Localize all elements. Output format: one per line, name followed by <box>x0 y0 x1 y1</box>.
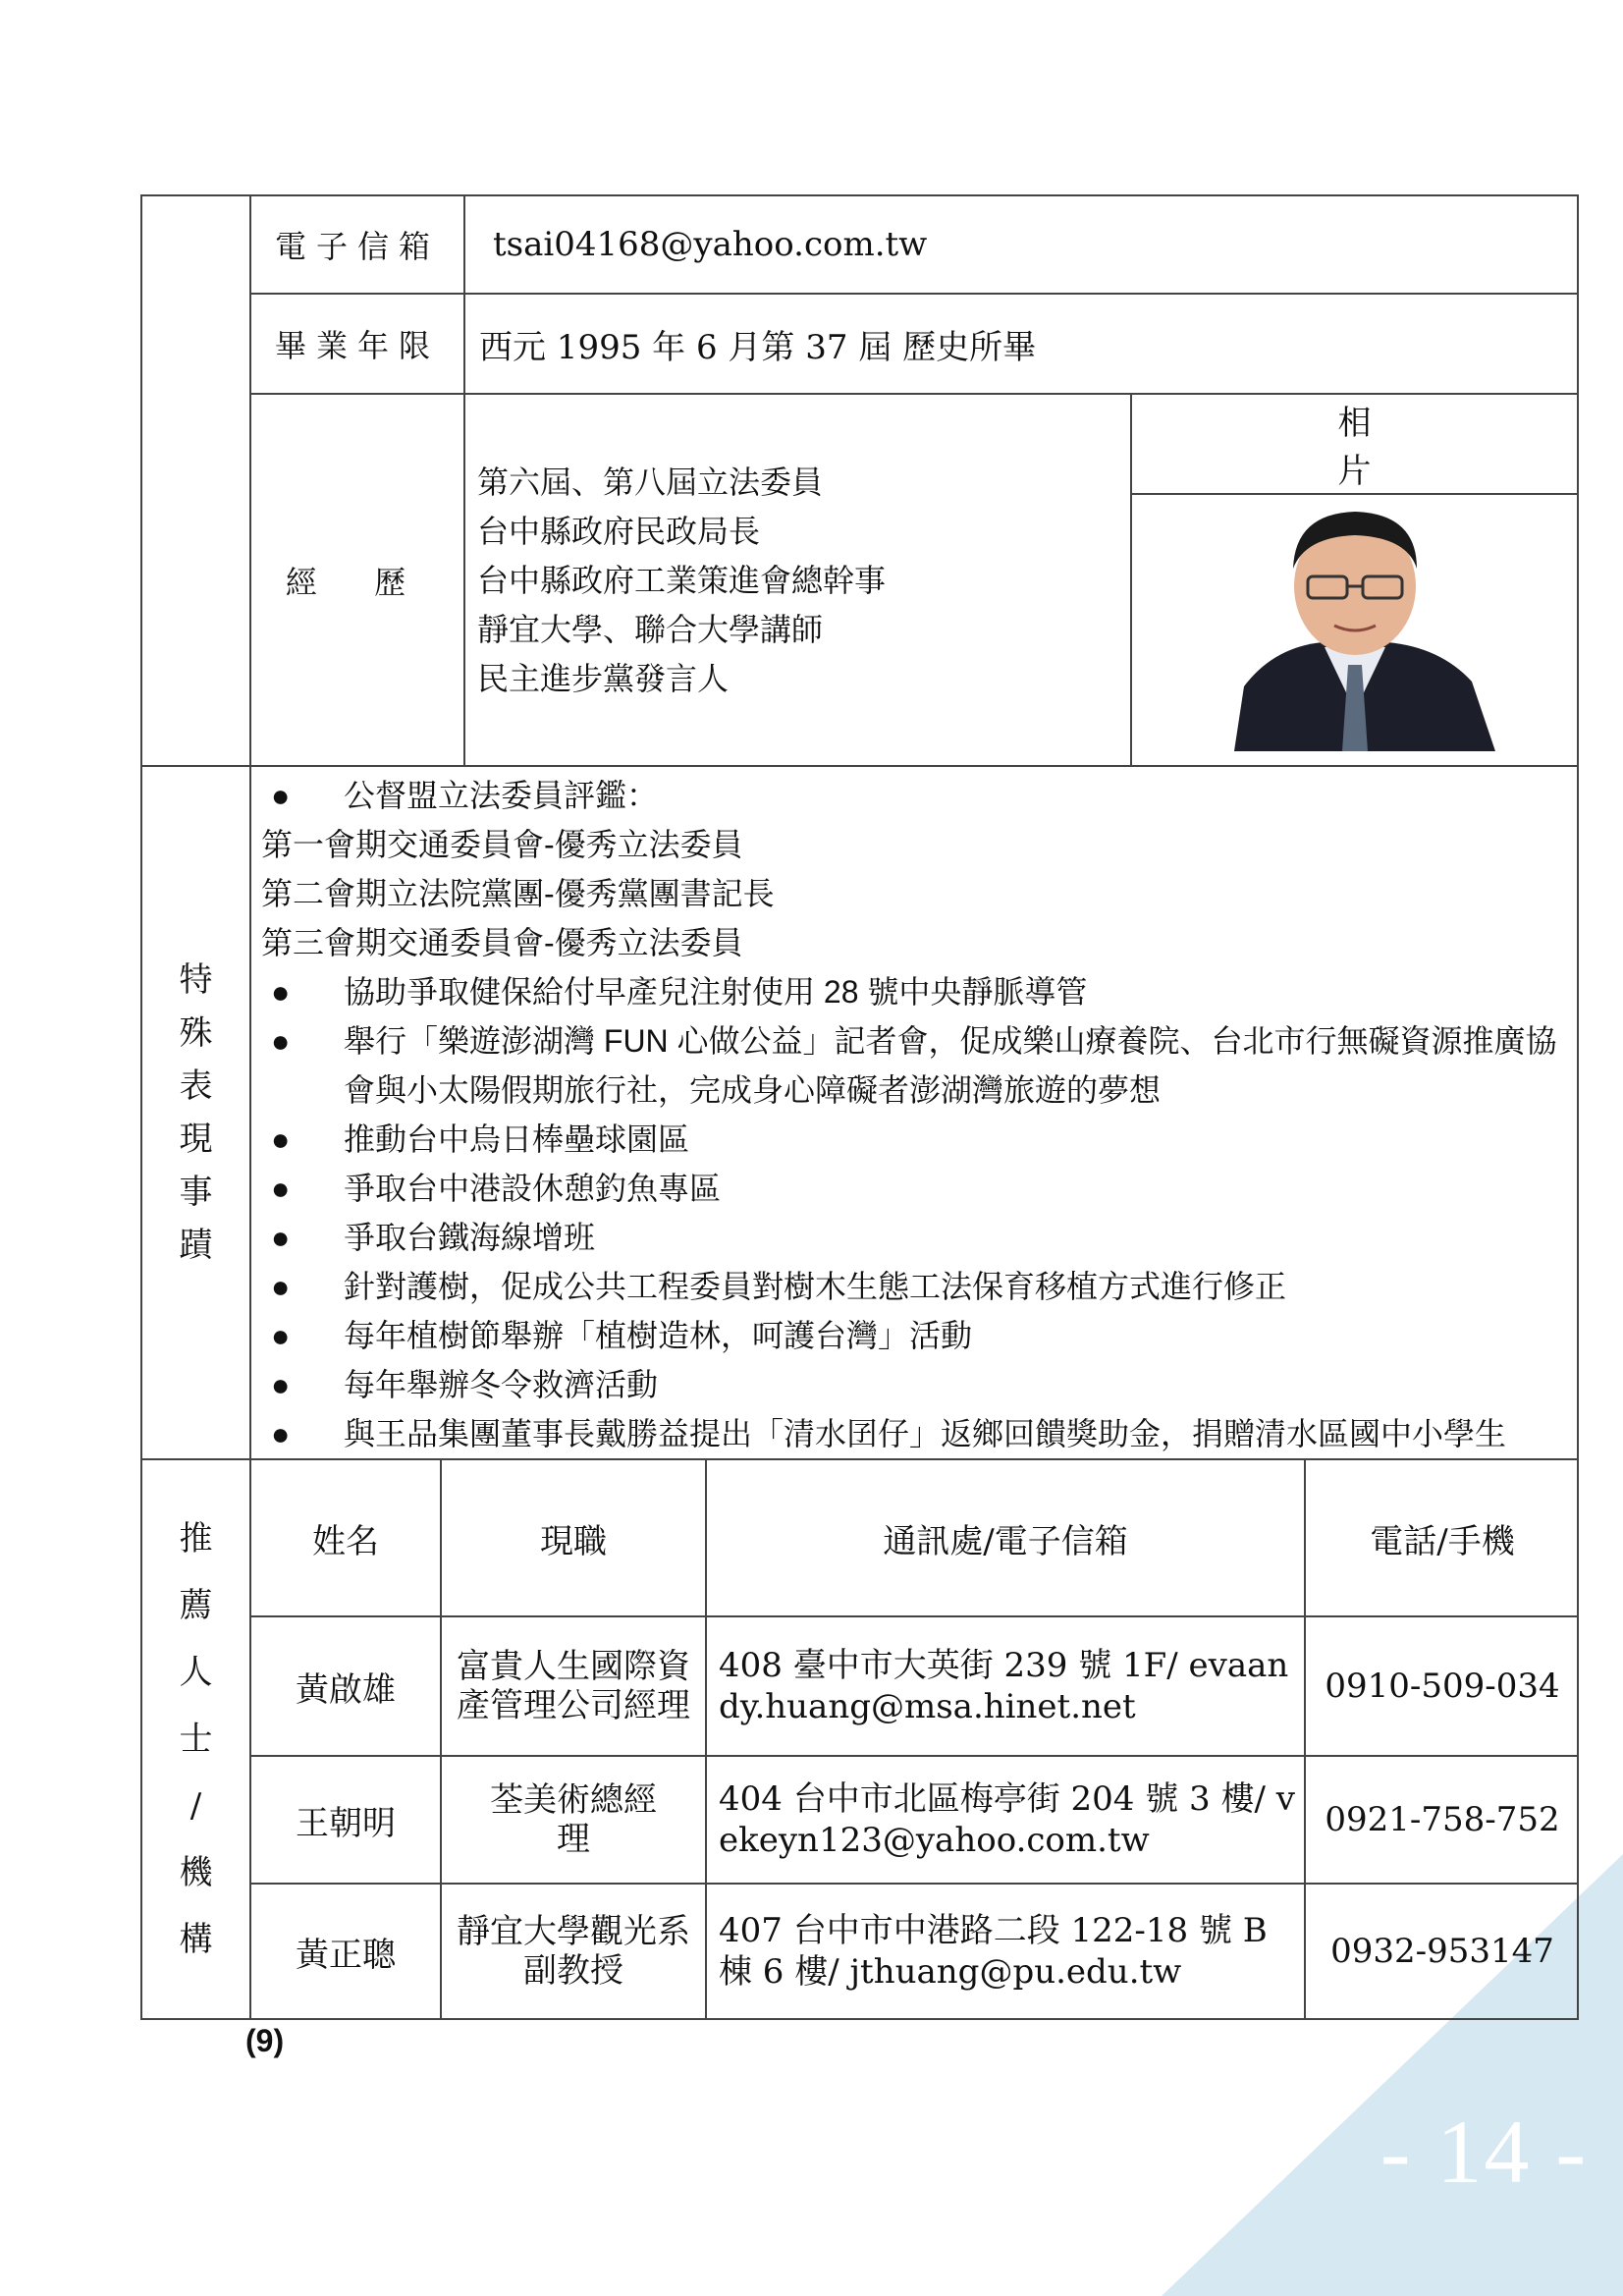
list-item: ● 每年植樹節舉辦「植樹造林，呵護台灣」活動 <box>271 1318 973 1353</box>
header-phone: 電話/手機 <box>1305 1460 1579 1616</box>
table-row: 王朝明 荃美術總經理 404 台中市北區梅亭街 204 號 3 樓/ vekeyn123@yahoo.com.tw 0921-758-752 <box>251 1756 1579 1884</box>
experience-item: 第六屆、第八屆立法委員 <box>477 464 824 500</box>
portrait-photo <box>1215 500 1495 751</box>
experience-item: 民主進步黨發言人 <box>477 660 730 696</box>
experience-item: 台中縣政府民政局長 <box>477 513 761 549</box>
header-position: 現職 <box>441 1460 706 1616</box>
header-name: 姓名 <box>251 1460 441 1616</box>
experience-item: 靜宜大學、聯合大學講師 <box>477 611 824 647</box>
resume-table <box>140 194 1579 2020</box>
table-header-row <box>251 1460 1579 1616</box>
email-label: 電子信箱 <box>250 195 464 294</box>
list-item: ● 協助爭取健保給付早產兒注射使用 28 號中央靜脈導管 <box>271 974 1088 1010</box>
header-address: 通訊處/電子信箱 <box>706 1460 1305 1616</box>
sub-line: 第一會期交通委員會-優秀立法委員 <box>261 827 743 862</box>
list-item: ● 爭取台鐵海線增班 <box>271 1220 596 1255</box>
sub-line: 第二會期立法院黨團-優秀黨團書記長 <box>261 876 775 911</box>
experience-item: 台中縣政府工業策進會總幹事 <box>477 562 887 598</box>
page-number: - 14 - <box>1380 2102 1588 2202</box>
list-item: ● 爭取台中港設休憩釣魚專區 <box>271 1171 722 1206</box>
list-item: ● 公督盟立法委員評鑑： <box>271 778 659 813</box>
photo-cell <box>1131 394 1578 766</box>
graduation-value: 西元 1995 年 6 月第 37 屆 歷史所畢 <box>464 294 1578 394</box>
graduation-label: 畢業年限 <box>250 294 464 394</box>
recommenders-table <box>251 1460 1579 2018</box>
sub-line: 第三會期交通委員會-優秀立法委員 <box>261 925 743 960</box>
table-row: 黃正聰 靜宜大學觀光系副教授 407 台中市中港路二段 122-18 號 B 棟 6 樓/ jthuang@pu.edu.tw 0932-953147 <box>251 1884 1579 2018</box>
experience-label: 經 歷 <box>250 394 464 766</box>
list-item: ● 針對護樹，促成公共工程委員對樹木生態工法保育移植方式進行修正 <box>271 1269 1287 1304</box>
achievements-label: 特 殊 表 現 事 蹟 <box>141 766 250 1459</box>
recommenders-cell <box>250 1459 1578 2019</box>
list-item: ● 推動台中烏日棒壘球園區 <box>271 1121 690 1157</box>
email-value: tsai04168@yahoo.com.tw <box>464 195 1578 294</box>
blank-left-cell <box>141 195 250 766</box>
table-row: 黃啟雄 富貴人生國際資產管理公司經理 408 臺中市大英街 239 號 1F/ evaandy.huang@msa.hinet.net 0910-509-034 <box>251 1616 1579 1756</box>
photo-label: 相 片 <box>1132 395 1577 494</box>
experience-list <box>464 394 1131 766</box>
photo-frame <box>1132 494 1577 765</box>
list-item: ● 與王品集團董事長戴勝益提出「清水囝仔」返鄉回饋獎助金，捐贈清水區國中小學生 <box>271 1416 1507 1451</box>
list-item: ● 每年舉辦冬令救濟活動 <box>271 1367 659 1402</box>
list-item: ● 舉行「樂遊澎湖灣 FUN 心做公益」記者會，促成樂山療養院、台北市行無礙資源推廣協會與小太陽假期旅行社，完成身心障礙者澎湖灣旅遊的夢想 <box>271 1023 1557 1108</box>
achievements-content <box>250 766 1578 1459</box>
footnote: (9) <box>245 2023 285 2058</box>
recommenders-label: 推 薦 人 士 / 機 構 <box>141 1459 250 2019</box>
